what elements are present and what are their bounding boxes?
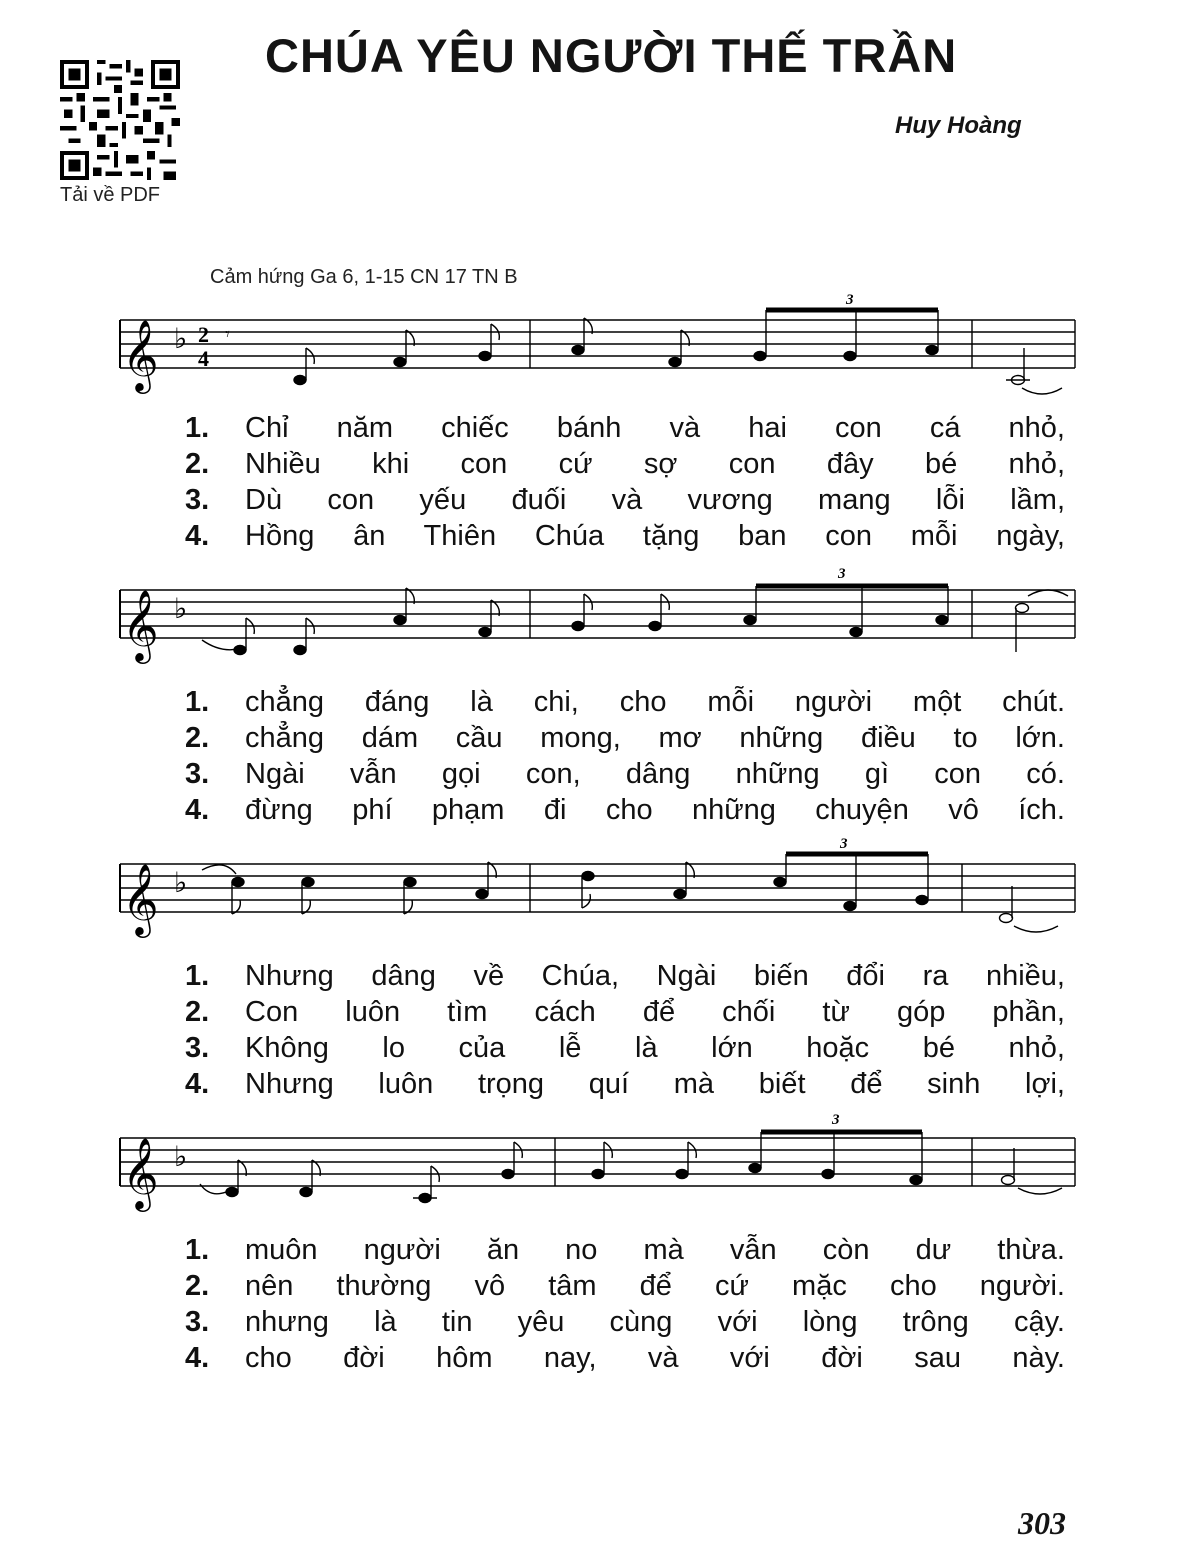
verse-number: 3. bbox=[185, 1306, 210, 1338]
verse-number: 4. bbox=[185, 794, 210, 826]
note bbox=[582, 872, 594, 881]
verse-number: 1. bbox=[185, 412, 210, 444]
verse-number: 3. bbox=[185, 1032, 210, 1064]
note bbox=[404, 878, 416, 887]
flat-key-signature-icon: ♭ bbox=[174, 592, 188, 625]
lyric-text: Nhưng luôn trọng quí mà biết để sinh lợi, bbox=[245, 1068, 1065, 1100]
note bbox=[226, 1188, 238, 1197]
verse-number: 3. bbox=[185, 484, 210, 516]
verse-line bbox=[185, 1232, 1075, 1268]
verse-line bbox=[185, 720, 1075, 756]
music-staff-1 bbox=[110, 290, 1090, 391]
note bbox=[302, 878, 314, 887]
verse-number: 2. bbox=[185, 722, 210, 754]
verse-number: 4. bbox=[185, 1068, 210, 1100]
lyrics-block-1 bbox=[185, 410, 1075, 554]
triplet-mark: 3 bbox=[832, 1112, 840, 1128]
lyric-text: Nhiều khi con cứ sợ con đây bé nhỏ, bbox=[245, 448, 1065, 480]
note bbox=[502, 1170, 514, 1179]
qr-code-icon[interactable] bbox=[60, 60, 180, 180]
lyric-text: Không lo của lễ là lớn hoặc bé nhỏ, bbox=[245, 1032, 1065, 1064]
verse-line bbox=[185, 792, 1075, 828]
note bbox=[822, 1170, 834, 1179]
flat-key-signature-icon: ♭ bbox=[174, 1140, 188, 1173]
verse-line bbox=[185, 684, 1075, 720]
note bbox=[294, 646, 306, 655]
eighth-rest-icon: 𝄾 bbox=[225, 324, 230, 345]
lyric-text: Dù con yếu đuối và vương mang lỗi lầm, bbox=[245, 484, 1065, 516]
note bbox=[572, 346, 584, 355]
verse-number: 1. bbox=[185, 960, 210, 992]
lyric-text: cho đời hôm nay, và với đời sau này. bbox=[245, 1342, 1065, 1374]
note bbox=[1016, 604, 1029, 613]
note bbox=[1002, 1176, 1015, 1185]
verse-line bbox=[185, 482, 1075, 518]
verse-line bbox=[185, 1340, 1075, 1376]
page-number: 303 bbox=[1018, 1505, 1066, 1541]
verse-line bbox=[185, 958, 1075, 994]
verse-number: 3. bbox=[185, 758, 210, 790]
music-staff-3 bbox=[110, 834, 1090, 935]
lyric-text: chẳng dám cầu mong, mơ những điều to lớn. bbox=[245, 722, 1065, 754]
note bbox=[916, 896, 928, 905]
verse-line bbox=[185, 756, 1075, 792]
triplet-mark: 3 bbox=[838, 566, 846, 582]
note bbox=[926, 346, 938, 355]
triplet-mark: 3 bbox=[846, 292, 854, 308]
verse-number: 2. bbox=[185, 996, 210, 1028]
lyric-text: Ngài vẫn gọi con, dâng những gì con có. bbox=[245, 758, 1065, 790]
lyric-text: Hồng ân Thiên Chúa tặng ban con mỗi ngày, bbox=[245, 520, 1065, 552]
note bbox=[476, 890, 488, 899]
lyric-text: Con luôn tìm cách để chối từ góp phần, bbox=[245, 996, 1065, 1028]
flat-key-signature-icon: ♭ bbox=[174, 322, 188, 355]
treble-clef-icon: 𝄞 bbox=[122, 588, 159, 661]
music-staff-4 bbox=[110, 1108, 1090, 1209]
note bbox=[676, 1170, 688, 1179]
verse-line bbox=[185, 446, 1075, 482]
treble-clef-icon: 𝄞 bbox=[122, 862, 159, 935]
note bbox=[910, 1176, 922, 1185]
verse-line bbox=[185, 1030, 1075, 1066]
download-pdf-label[interactable]: Tải về PDF bbox=[60, 184, 161, 206]
lyric-text: đừng phí phạm đi cho những chuyện vô ích. bbox=[245, 794, 1065, 826]
verse-line bbox=[185, 1304, 1075, 1340]
note bbox=[744, 616, 756, 625]
verse-number: 2. bbox=[185, 1270, 210, 1302]
song-subtitle: Cảm hứng Ga 6, 1-15 CN 17 TN B bbox=[210, 266, 518, 288]
note bbox=[754, 352, 766, 361]
lyric-text: nhưng là tin yêu cùng với lòng trông cậy. bbox=[245, 1306, 1065, 1338]
verse-line bbox=[185, 410, 1075, 446]
note bbox=[774, 878, 786, 887]
lyrics-block-4 bbox=[185, 1232, 1075, 1376]
note bbox=[669, 358, 681, 367]
note bbox=[844, 902, 856, 911]
flat-key-signature-icon: ♭ bbox=[174, 866, 188, 899]
verse-line bbox=[185, 518, 1075, 554]
note bbox=[572, 622, 584, 631]
verse-number: 4. bbox=[185, 1342, 210, 1374]
note bbox=[479, 352, 491, 361]
note bbox=[592, 1170, 604, 1179]
verse-line bbox=[185, 1268, 1075, 1304]
note bbox=[394, 358, 406, 367]
note bbox=[300, 1188, 312, 1197]
note bbox=[649, 622, 661, 631]
treble-clef-icon: 𝄞 bbox=[122, 318, 159, 391]
note bbox=[936, 616, 948, 625]
time-signature-top: 2 bbox=[198, 322, 209, 347]
note bbox=[850, 628, 862, 637]
note bbox=[749, 1164, 761, 1173]
verse-line bbox=[185, 1066, 1075, 1102]
time-signature-bottom: 4 bbox=[198, 346, 209, 371]
lyrics-block-3 bbox=[185, 958, 1075, 1102]
triplet-mark: 3 bbox=[840, 836, 848, 852]
note bbox=[394, 616, 406, 625]
song-title: CHÚA YÊU NGƯỜI THẾ TRẦN bbox=[265, 29, 958, 82]
treble-clef-icon: 𝄞 bbox=[122, 1136, 159, 1209]
note bbox=[844, 352, 856, 361]
note bbox=[234, 646, 246, 655]
composer-name: Huy Hoàng bbox=[895, 112, 1022, 139]
note bbox=[674, 890, 686, 899]
lyric-text: nên thường vô tâm để cứ mặc cho người. bbox=[245, 1270, 1065, 1302]
verse-number: 1. bbox=[185, 686, 210, 718]
lyrics-block-2 bbox=[185, 684, 1075, 828]
note bbox=[479, 628, 491, 637]
music-staff-2 bbox=[110, 560, 1090, 661]
lyric-text: muôn người ăn no mà vẫn còn dư thừa. bbox=[245, 1234, 1065, 1266]
verse-number: 4. bbox=[185, 520, 210, 552]
lyric-text: chẳng đáng là chi, cho mỗi người một chút. bbox=[245, 686, 1065, 718]
verse-line bbox=[185, 994, 1075, 1030]
lyric-text: Chỉ năm chiếc bánh và hai con cá nhỏ, bbox=[245, 412, 1065, 444]
lyric-text: Nhưng dâng về Chúa, Ngài biến đổi ra nhiều, bbox=[245, 960, 1065, 992]
note bbox=[294, 376, 306, 385]
note bbox=[1000, 914, 1013, 923]
note bbox=[232, 878, 244, 887]
verse-number: 1. bbox=[185, 1234, 210, 1266]
verse-number: 2. bbox=[185, 448, 210, 480]
